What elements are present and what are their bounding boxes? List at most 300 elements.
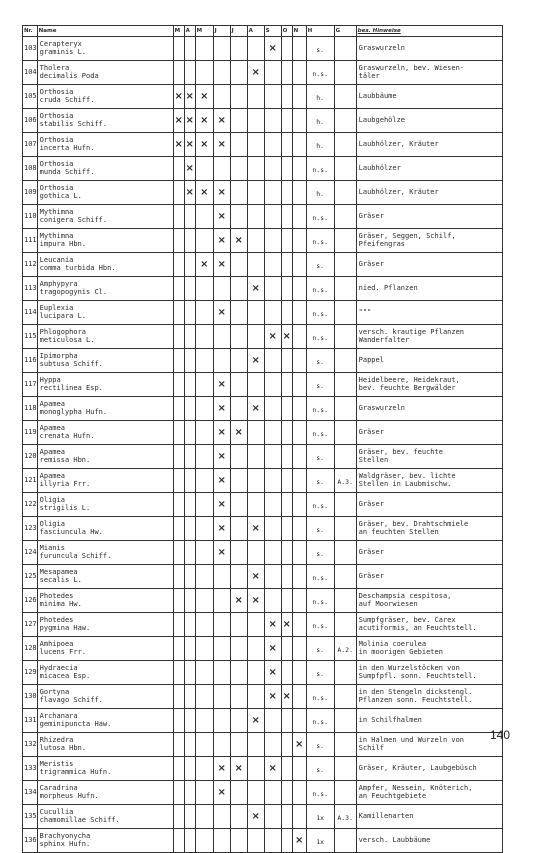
- month-mark-cell: [292, 661, 306, 685]
- month-mark-cell: [247, 373, 264, 397]
- species-epithet: chamomillae Schiff.: [39, 816, 120, 824]
- species-epithet: gothica L.: [39, 192, 82, 200]
- month-mark-cell: [173, 805, 184, 829]
- month-mark-cell: [184, 661, 195, 685]
- row-number: 112: [23, 253, 38, 277]
- notes-cell: [356, 205, 502, 229]
- frequency-cell: h.: [306, 181, 334, 205]
- notes-cell: [356, 709, 502, 733]
- month-mark-cell: [173, 685, 184, 709]
- month-mark-cell: [292, 589, 306, 613]
- month-mark-cell: [247, 229, 264, 253]
- x-mark-icon: ×: [251, 810, 260, 822]
- month-mark-cell: [264, 445, 281, 469]
- notes-cell: [356, 181, 502, 205]
- x-mark-icon: ×: [217, 210, 226, 222]
- notes-line-1: Sumpfgräser, bev. Carex: [358, 616, 456, 624]
- species-name-cell: [37, 253, 173, 277]
- month-mark-cell: [173, 517, 184, 541]
- notes-line-1: """: [358, 307, 372, 316]
- month-mark-cell: [184, 205, 195, 229]
- notes-line-1: versch. krautige Pflanzen: [358, 328, 465, 336]
- month-mark-cell: [173, 589, 184, 613]
- month-mark-cell: [292, 181, 306, 205]
- month-mark-cell: [230, 229, 247, 253]
- species-epithet: illyria Frr.: [39, 480, 91, 488]
- month-mark-cell: [184, 733, 195, 757]
- species-epithet: lutosa Hbn.: [39, 744, 87, 752]
- species-epithet: lucipara L.: [39, 312, 87, 320]
- month-mark-cell: [281, 589, 292, 613]
- x-mark-icon: ×: [251, 282, 260, 294]
- month-mark-cell: [213, 85, 230, 109]
- month-mark-cell: [230, 517, 247, 541]
- species-epithet: graminis L.: [39, 48, 87, 56]
- month-mark-cell: [213, 157, 230, 181]
- month-mark-cell: [230, 637, 247, 661]
- species-name-cell: [37, 493, 173, 517]
- month-mark-cell: [292, 109, 306, 133]
- row-number: 123: [23, 517, 38, 541]
- x-mark-icon: ×: [251, 594, 260, 606]
- notes-line-1: in den Wurzelstöcken von: [358, 664, 460, 672]
- x-mark-icon: ×: [234, 234, 243, 246]
- table-row: [23, 253, 503, 277]
- row-number: 127: [23, 613, 38, 637]
- month-mark-cell: [230, 181, 247, 205]
- species-name-cell: [37, 469, 173, 493]
- species-epithet: tragopogynis Cl.: [39, 288, 108, 296]
- genus-name: Ipimorpha: [39, 351, 78, 360]
- table-row: [23, 517, 503, 541]
- month-mark-cell: [230, 805, 247, 829]
- frequency-cell: n.s.: [306, 421, 334, 445]
- species-epithet: cruda Schiff.: [39, 96, 95, 104]
- genus-name: Orthosia: [39, 87, 74, 96]
- month-mark-cell: [247, 589, 264, 613]
- row-number: 120: [23, 445, 38, 469]
- month-mark-cell: [213, 301, 230, 325]
- header-month-1: M: [173, 26, 184, 37]
- month-mark-cell: [264, 109, 281, 133]
- month-mark-cell: [184, 85, 195, 109]
- notes-line-2: Pfeifengras: [358, 239, 406, 248]
- month-mark-cell: [195, 493, 213, 517]
- notes-line-1: Waldgräser, bev. lichte: [358, 472, 456, 480]
- month-mark-cell: [264, 469, 281, 493]
- genus-name: Archanara: [39, 711, 78, 720]
- notes-line-2: Pflanzen sonn. Feuchtstell.: [358, 695, 473, 704]
- month-mark-cell: [281, 733, 292, 757]
- header-month-5: J: [230, 26, 247, 37]
- species-epithet: incerta Hufn.: [39, 144, 95, 152]
- notes-line-2: Schilf: [358, 743, 384, 752]
- row-number: 104: [23, 61, 38, 85]
- table-row: [23, 709, 503, 733]
- species-name-cell: [37, 133, 173, 157]
- month-mark-cell: [173, 205, 184, 229]
- month-mark-cell: [195, 637, 213, 661]
- genus-name: Apamea: [39, 447, 65, 456]
- endangerment-cell: [334, 373, 356, 397]
- month-mark-cell: [184, 253, 195, 277]
- notes-line-1: Kamillenarten: [358, 811, 414, 820]
- month-mark-cell: [264, 709, 281, 733]
- x-mark-icon: ×: [217, 306, 226, 318]
- month-mark-cell: [292, 445, 306, 469]
- table-row: [23, 109, 503, 133]
- month-mark-cell: [292, 157, 306, 181]
- genus-name: Cucullia: [39, 807, 74, 816]
- x-mark-icon: ×: [185, 138, 194, 150]
- species-name-cell: [37, 181, 173, 205]
- frequency-cell: h.: [306, 133, 334, 157]
- month-mark-cell: [281, 109, 292, 133]
- endangerment-cell: [334, 61, 356, 85]
- species-epithet: morpheus Hufn.: [39, 792, 99, 800]
- month-mark-cell: [213, 589, 230, 613]
- month-mark-cell: [230, 829, 247, 853]
- month-mark-cell: [247, 733, 264, 757]
- month-mark-cell: [264, 133, 281, 157]
- month-mark-cell: [173, 229, 184, 253]
- row-number: 111: [23, 229, 38, 253]
- month-mark-cell: [281, 205, 292, 229]
- header-month-4: J: [213, 26, 230, 37]
- month-mark-cell: [195, 37, 213, 61]
- species-epithet: stabilis Schiff.: [39, 120, 108, 128]
- month-mark-cell: [195, 85, 213, 109]
- month-mark-cell: [213, 397, 230, 421]
- month-mark-cell: [264, 37, 281, 61]
- x-mark-icon: ×: [217, 138, 226, 150]
- month-mark-cell: [173, 709, 184, 733]
- month-mark-cell: [247, 109, 264, 133]
- x-mark-icon: ×: [199, 258, 209, 270]
- month-mark-cell: [184, 229, 195, 253]
- month-mark-cell: [195, 781, 213, 805]
- notes-line-2: Stellen in Laubmischw.: [358, 479, 452, 488]
- genus-name: Mythimna: [39, 231, 74, 240]
- genus-name: Apamea: [39, 399, 65, 408]
- month-mark-cell: [184, 325, 195, 349]
- month-mark-cell: [173, 469, 184, 493]
- species-name-cell: [37, 781, 173, 805]
- row-number: 118: [23, 397, 38, 421]
- x-mark-icon: ×: [217, 426, 226, 438]
- species-name-cell: [37, 805, 173, 829]
- frequency-cell: n.s.: [306, 61, 334, 85]
- table-row: [23, 445, 503, 469]
- frequency-cell: s.: [306, 541, 334, 565]
- month-mark-cell: [230, 349, 247, 373]
- species-name-cell: [37, 61, 173, 85]
- month-mark-cell: [247, 541, 264, 565]
- table-row: [23, 325, 503, 349]
- month-mark-cell: [247, 157, 264, 181]
- genus-name: Photedes: [39, 591, 74, 600]
- frequency-cell: h.: [306, 109, 334, 133]
- x-mark-icon: ×: [199, 114, 209, 126]
- month-mark-cell: [281, 709, 292, 733]
- endangerment-cell: [334, 781, 356, 805]
- month-mark-cell: [230, 37, 247, 61]
- frequency-cell: s.: [306, 253, 334, 277]
- table-row: [23, 349, 503, 373]
- genus-name: Rhizedra: [39, 735, 74, 744]
- month-mark-cell: [230, 253, 247, 277]
- table-row: [23, 589, 503, 613]
- month-mark-cell: [173, 445, 184, 469]
- genus-name: Hydraecia: [39, 663, 78, 672]
- frequency-cell: s.: [306, 445, 334, 469]
- month-mark-cell: [247, 613, 264, 637]
- species-epithet: subtusa Schiff.: [39, 360, 103, 368]
- notes-cell: [356, 61, 502, 85]
- row-number: 125: [23, 565, 38, 589]
- month-mark-cell: [230, 613, 247, 637]
- notes-cell: [356, 637, 502, 661]
- notes-line-1: in den Stengeln dickstengl.: [358, 688, 473, 696]
- month-mark-cell: [195, 349, 213, 373]
- month-mark-cell: [213, 349, 230, 373]
- month-mark-cell: [195, 157, 213, 181]
- month-mark-cell: [195, 709, 213, 733]
- x-mark-icon: ×: [234, 762, 243, 774]
- endangerment-cell: [334, 541, 356, 565]
- month-mark-cell: [281, 373, 292, 397]
- month-mark-cell: [195, 181, 213, 205]
- month-mark-cell: [184, 37, 195, 61]
- x-mark-icon: ×: [251, 354, 260, 366]
- month-mark-cell: [230, 373, 247, 397]
- month-mark-cell: [281, 445, 292, 469]
- notes-cell: [356, 421, 502, 445]
- notes-line-2: acutiformis, an Feuchtstell.: [358, 623, 477, 632]
- table-row: [23, 157, 503, 181]
- month-mark-cell: [264, 205, 281, 229]
- species-epithet: micacea Esp.: [39, 672, 91, 680]
- month-mark-cell: [281, 157, 292, 181]
- month-mark-cell: [264, 181, 281, 205]
- month-mark-cell: [292, 757, 306, 781]
- month-mark-cell: [281, 349, 292, 373]
- notes-line-1: Graswurzeln: [358, 43, 406, 52]
- month-mark-cell: [184, 637, 195, 661]
- x-mark-icon: ×: [217, 762, 226, 774]
- month-mark-cell: [247, 469, 264, 493]
- month-mark-cell: [195, 229, 213, 253]
- month-mark-cell: [264, 253, 281, 277]
- month-mark-cell: [292, 61, 306, 85]
- notes-cell: [356, 85, 502, 109]
- endangerment-cell: [334, 37, 356, 61]
- month-mark-cell: [173, 661, 184, 685]
- genus-name: Photedes: [39, 615, 74, 624]
- genus-name: Orthosia: [39, 111, 74, 120]
- row-number: 110: [23, 205, 38, 229]
- month-mark-cell: [292, 685, 306, 709]
- month-mark-cell: [247, 253, 264, 277]
- species-epithet: conigera Schiff.: [39, 216, 108, 224]
- month-mark-cell: [281, 85, 292, 109]
- month-mark-cell: [247, 277, 264, 301]
- notes-cell: [356, 661, 502, 685]
- table-row: [23, 133, 503, 157]
- month-mark-cell: [264, 589, 281, 613]
- x-mark-icon: ×: [174, 114, 183, 126]
- frequency-cell: n.s.: [306, 157, 334, 181]
- species-name-cell: [37, 397, 173, 421]
- notes-line-2: an feuchten Stellen: [358, 527, 439, 536]
- genus-name: Oligia: [39, 519, 65, 528]
- month-mark-cell: [281, 805, 292, 829]
- notes-line-2: an Feuchtgebiete: [358, 791, 427, 800]
- species-epithet: sphinx Hufn.: [39, 840, 91, 848]
- month-mark-cell: [281, 517, 292, 541]
- month-mark-cell: [292, 277, 306, 301]
- notes-line-1: Ampfer, Nessein, Knöterich,: [358, 784, 473, 792]
- month-mark-cell: [281, 61, 292, 85]
- month-mark-cell: [247, 397, 264, 421]
- month-mark-cell: [292, 805, 306, 829]
- month-mark-cell: [230, 445, 247, 469]
- month-mark-cell: [281, 565, 292, 589]
- notes-cell: [356, 613, 502, 637]
- species-name-cell: [37, 85, 173, 109]
- row-number: 114: [23, 301, 38, 325]
- month-mark-cell: [173, 637, 184, 661]
- frequency-cell: n.s.: [306, 565, 334, 589]
- x-mark-icon: ×: [217, 114, 226, 126]
- notes-cell: [356, 109, 502, 133]
- month-mark-cell: [184, 781, 195, 805]
- row-number: 106: [23, 109, 38, 133]
- month-mark-cell: [247, 661, 264, 685]
- month-mark-cell: [173, 781, 184, 805]
- month-mark-cell: [213, 661, 230, 685]
- row-number: 119: [23, 421, 38, 445]
- header-month-3: M: [195, 26, 213, 37]
- month-mark-cell: [195, 325, 213, 349]
- header-notes: bes. Hinweise: [356, 26, 502, 37]
- x-mark-icon: ×: [268, 330, 277, 342]
- species-epithet: fasciuncula Hw.: [39, 528, 103, 536]
- month-mark-cell: [264, 685, 281, 709]
- x-mark-icon: ×: [217, 378, 226, 390]
- species-name-cell: [37, 421, 173, 445]
- month-mark-cell: [213, 805, 230, 829]
- month-mark-cell: [173, 373, 184, 397]
- frequency-cell: s.: [306, 517, 334, 541]
- row-number: 103: [23, 37, 38, 61]
- month-mark-cell: [230, 469, 247, 493]
- notes-line-1: Gräser, bev. Drahtschmiele: [358, 520, 469, 528]
- month-mark-cell: [264, 325, 281, 349]
- frequency-cell: n.s.: [306, 781, 334, 805]
- species-name-cell: [37, 661, 173, 685]
- month-mark-cell: [195, 373, 213, 397]
- genus-name: Phlogophora: [39, 327, 87, 336]
- notes-line-1: Laubhölzer, Kräuter: [358, 187, 439, 196]
- endangerment-cell: [334, 421, 356, 445]
- species-epithet: secalis L.: [39, 576, 82, 584]
- month-mark-cell: [173, 757, 184, 781]
- month-mark-cell: [184, 373, 195, 397]
- x-mark-icon: ×: [294, 738, 304, 750]
- month-mark-cell: [230, 205, 247, 229]
- species-name-cell: [37, 685, 173, 709]
- month-mark-cell: [247, 709, 264, 733]
- month-mark-cell: [264, 229, 281, 253]
- month-mark-cell: [213, 541, 230, 565]
- month-mark-cell: [281, 181, 292, 205]
- x-mark-icon: ×: [217, 186, 226, 198]
- month-mark-cell: [247, 37, 264, 61]
- notes-line-1: Pappel: [358, 355, 384, 364]
- notes-line-1: Molinia coerulea: [358, 640, 427, 648]
- month-mark-cell: [184, 181, 195, 205]
- month-mark-cell: [184, 445, 195, 469]
- month-mark-cell: [292, 637, 306, 661]
- endangerment-cell: [334, 445, 356, 469]
- notes-cell: [356, 133, 502, 157]
- table-row: [23, 229, 503, 253]
- month-mark-cell: [281, 301, 292, 325]
- x-mark-icon: ×: [251, 714, 260, 726]
- species-epithet: crenata Hufn.: [39, 432, 95, 440]
- genus-name: Mythimna: [39, 207, 74, 216]
- endangerment-cell: [334, 349, 356, 373]
- species-epithet: munda Schiff.: [39, 168, 95, 176]
- genus-name: Leucania: [39, 255, 74, 264]
- month-mark-cell: [292, 349, 306, 373]
- month-mark-cell: [281, 277, 292, 301]
- x-mark-icon: ×: [217, 402, 226, 414]
- header-month-2: A: [184, 26, 195, 37]
- month-mark-cell: [213, 565, 230, 589]
- month-mark-cell: [247, 301, 264, 325]
- month-mark-cell: [281, 541, 292, 565]
- notes-line-1: Gräser, Kräuter, Laubgebüsch: [358, 763, 477, 772]
- species-table: [22, 25, 503, 853]
- species-name-cell: [37, 37, 173, 61]
- month-mark-cell: [184, 157, 195, 181]
- notes-line-1: versch. Laubbäume: [358, 835, 431, 844]
- month-mark-cell: [213, 277, 230, 301]
- month-mark-cell: [247, 181, 264, 205]
- month-mark-cell: [184, 61, 195, 85]
- table-row: [23, 85, 503, 109]
- month-mark-cell: [230, 61, 247, 85]
- table-row: [23, 565, 503, 589]
- month-mark-cell: [264, 637, 281, 661]
- frequency-cell: n.s.: [306, 205, 334, 229]
- endangerment-cell: [334, 325, 356, 349]
- month-mark-cell: [264, 85, 281, 109]
- notes-line-1: Gräser: [358, 427, 384, 436]
- month-mark-cell: [184, 517, 195, 541]
- month-mark-cell: [264, 373, 281, 397]
- notes-line-1: Gräser: [358, 571, 384, 580]
- frequency-cell: s.: [306, 637, 334, 661]
- month-mark-cell: [184, 829, 195, 853]
- endangerment-cell: A.2.: [334, 637, 356, 661]
- frequency-cell: n.s.: [306, 301, 334, 325]
- genus-name: Orthosia: [39, 183, 74, 192]
- notes-cell: [356, 253, 502, 277]
- month-mark-cell: [173, 541, 184, 565]
